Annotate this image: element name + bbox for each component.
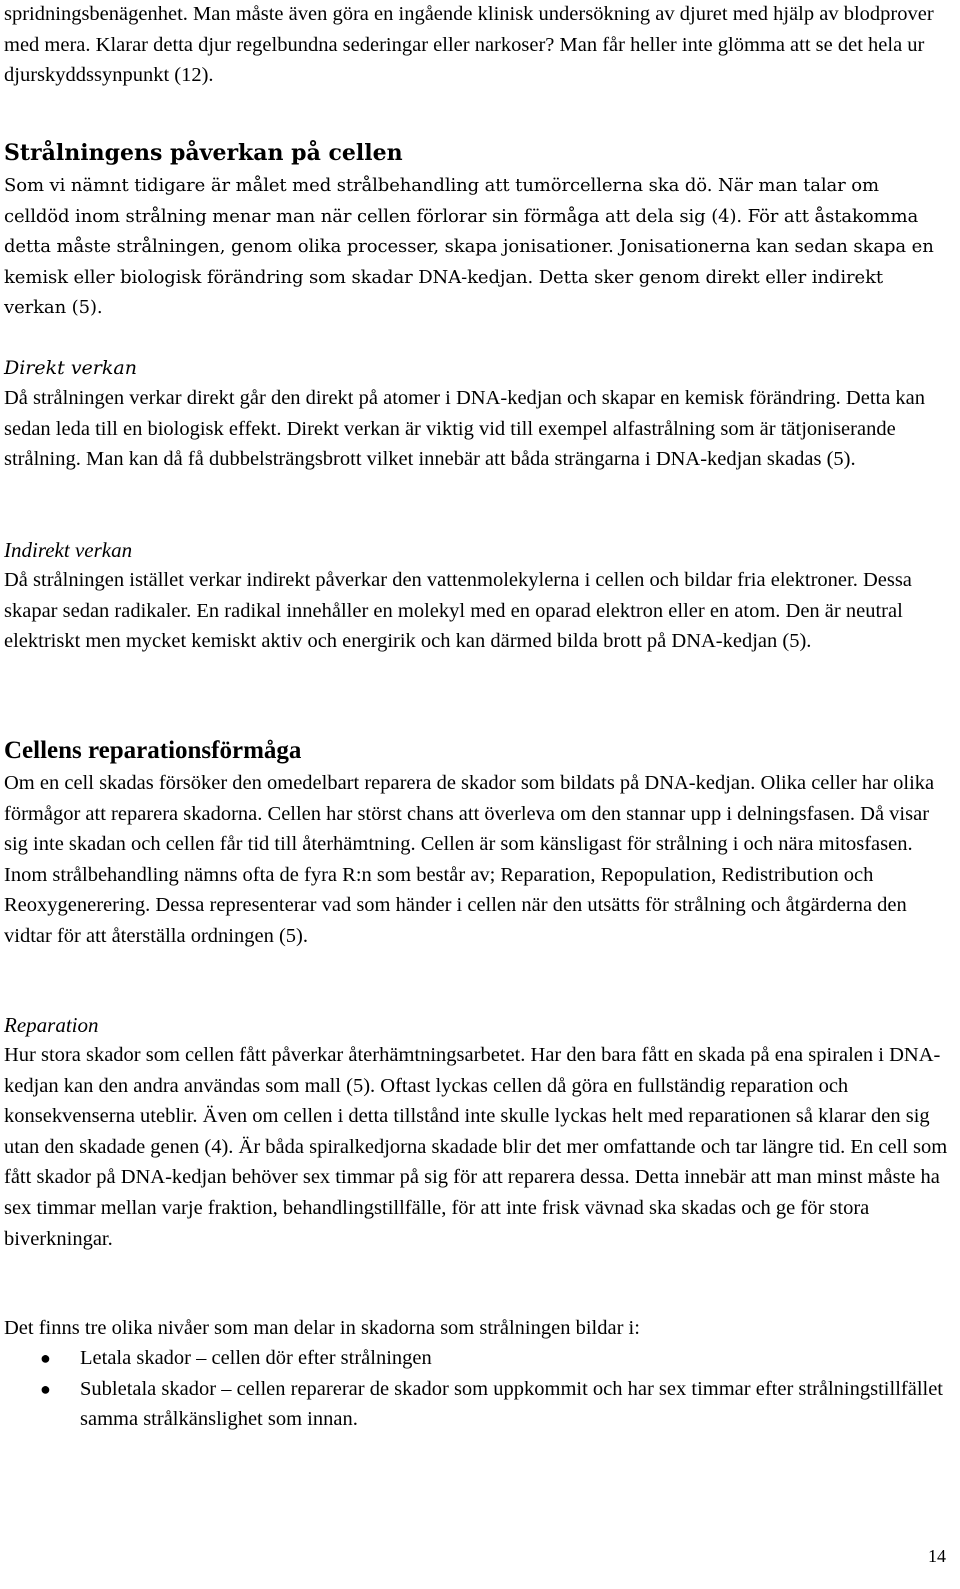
paragraph-radiation-effect: Som vi nämnt tidigare är målet med strålbehandling att tumörcellerna ska dö. När man talar om celldöd inom strålning menar man när cellen förlorar sin förmåga att dela sig (4). För att åstakomma detta måste strålningen, genom olika processer, skapa jonisationer. Jonisationerna kan sedan skapa en kemisk eller biologisk förändring som skadar DNA-kedjan. Detta sker genom direkt eller indirekt verkan (5). [4,175,934,318]
list-item-text: Subletala skador – cellen reparerar de skador som uppkommit och har sex timmar efter strålningstillfället samma strålkänslighet som innan. [80,1377,944,1431]
bullet-icon: ● [40,1348,51,1368]
heading-direct-effect: Direkt verkan [4,357,137,379]
list-item [4,1343,948,1374]
paragraph-indirect-effect: Då strålningen istället verkar indirekt påverkar den vattenmolekylerna i cellen och bildar fria elektroner. Dessa skapar sedan radikaler. En radikal innehåller en molekyl med en oparad elektron eller en atom. Den är neutral elektriskt men mycket kemiskt aktiv och energirik och kan därmed bilda brott på DNA-kedjan (5). [4,569,912,653]
intro-paragraph: spridningsbenägenhet. Man måste även göra en ingående klinisk undersökning av djuret med hjälp av blodprover med mera. Klarar detta djur regelbundna sederingar eller narkoser? Man får heller inte glömma att se det hela ur djurskyddssynpunkt (12). [4,3,934,87]
paragraph-direct-effect: Då strålningen verkar direkt går den direkt på atomer i DNA-kedjan och skapar en kemisk förändring. Detta kan sedan leda till en biologisk effekt. Direkt verkan är viktig vid till exempel alfastrålning som är tätjoniserande strålning. Man kan då få dubbelsträngsbrott vilket innebär att båda strängarna i DNA-kedjan skadas (5). [4,387,926,471]
heading-repair-ability: Cellens reparationsförmåga [4,737,302,764]
paragraph-damage-levels-intro: Det finns tre olika nivåer som man delar in skadorna som strålningen bildar i: [4,1317,640,1339]
paragraph-reparation: Hur stora skador som cellen fått påverkar återhämtningsarbetet. Har den bara fått en skada på ena spiralen i DNA-kedjan kan den andra användas som mall (5). Oftast lyckas cellen då göra en fullständig reparation och konsekvenserna uteblir. Även om cellen i detta tillstånd inte skulle lyckas helt med reparationen så klarar den sig utan den skadade genen (4). Är båda spiralkedjorna skadade blir det mer omfattande och tar längre tid. En cell som fått skador på DNA-kedjan behöver sex timmar på sig för att reparera dessa. Detta innebär att man minst måste ha sex timmar mellan varje fraktion, behandlingstillfälle, för att inte frisk vävnad ska skadas och ge för stora biverkningar. [4,1044,948,1250]
page-number: 14 [928,1546,946,1566]
heading-reparation: Reparation [4,1013,99,1037]
heading-radiation-effect: Strålningens påverkan på cellen [4,140,403,166]
damage-levels-list [4,1343,948,1435]
heading-indirect-effect: Indirekt verkan [4,538,133,562]
bullet-icon: ● [40,1378,51,1399]
paragraph-repair-ability: Om en cell skadas försöker den omedelbart reparera de skador som bildats på DNA-kedjan. Olika celler har olika förmågor att reparera skadorna. Cellen har störst chans att överleva om den stannar upp i delningsfasen. Då visar sig inte skadan och cellen får tid till återhämtning. Cellen är som känsligast för strålning i och nära mitosfasen. Inom strålbehandling nämns ofta de fyra R:n som består av; Reparation, Repopulation, Redistribution och Reoxygenerering. Dessa representerar vad som händer i cellen när den utsätts för strålning och åtgärderna den vidtar för att återställa ordningen (5). [4,772,935,947]
list-item-text: Letala skador – cellen dör efter strålningen [80,1347,432,1369]
list-item [4,1374,948,1435]
